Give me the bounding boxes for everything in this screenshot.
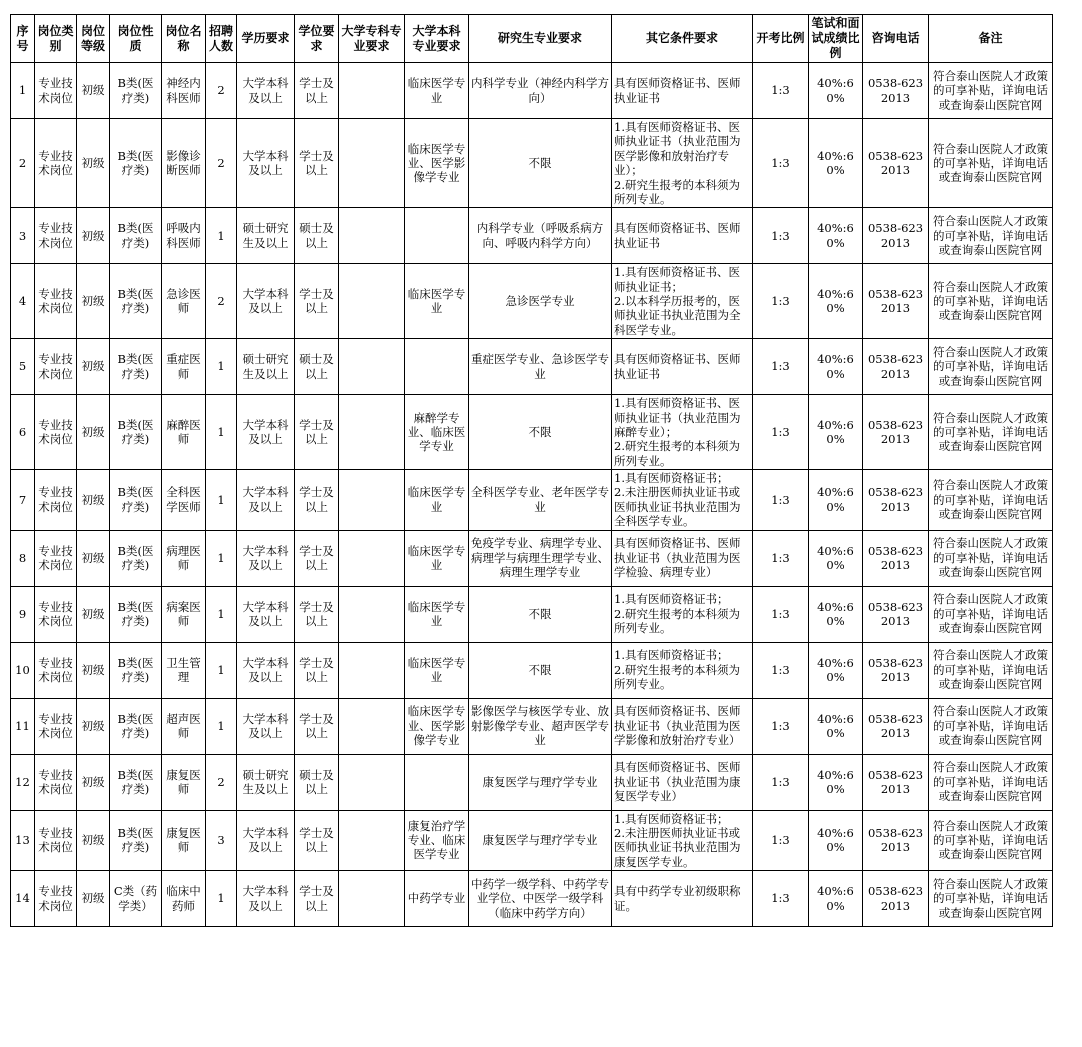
cell-bachelor-major: [405, 208, 469, 264]
cell-phone: 0538-6232013: [863, 810, 929, 871]
cell-degree: 学士及以上: [295, 119, 339, 208]
cell-exam-ratio: 1:3: [753, 642, 809, 698]
cell-category: 专业技术岗位: [35, 586, 77, 642]
cell-seq: 4: [11, 264, 35, 339]
cell-bachelor-major: 临床医学专业: [405, 642, 469, 698]
cell-education: 大学本科及以上: [237, 810, 295, 871]
table-row: [11, 119, 1053, 208]
cell-exam-ratio: 1:3: [753, 63, 809, 119]
cell-college-major: [339, 63, 405, 119]
cell-college-major: [339, 698, 405, 754]
cell-graduate-major: 重症医学专业、急诊医学专业: [469, 339, 612, 395]
cell-degree: 学士及以上: [295, 586, 339, 642]
cell-graduate-major: 康复医学与理疗学专业: [469, 810, 612, 871]
cell-degree: 硕士及以上: [295, 339, 339, 395]
cell-category: 专业技术岗位: [35, 119, 77, 208]
cell-level: 初级: [77, 264, 110, 339]
cell-count: 1: [206, 470, 237, 531]
header-education: 学历要求: [237, 15, 295, 63]
cell-bachelor-major: 临床医学专业、医学影像学专业: [405, 698, 469, 754]
cell-degree: 学士及以上: [295, 530, 339, 586]
cell-bachelor-major: [405, 339, 469, 395]
cell-graduate-major: 影像医学与核医学专业、放射影像学专业、超声医学专业: [469, 698, 612, 754]
cell-education: 大学本科及以上: [237, 698, 295, 754]
cell-nature: B类(医疗类): [110, 395, 162, 470]
header-row: [11, 15, 1053, 63]
cell-score-ratio: 40%:60%: [809, 208, 863, 264]
header-position: 岗位名称: [162, 15, 206, 63]
cell-college-major: [339, 754, 405, 810]
cell-degree: 学士及以上: [295, 470, 339, 531]
cell-count: 2: [206, 63, 237, 119]
cell-graduate-major: 内科学专业（神经内科学方向）: [469, 63, 612, 119]
cell-notes: 符合泰山医院人才政策的可享补贴，详询电话或查询泰山医院官网: [929, 63, 1053, 119]
cell-exam-ratio: 1:3: [753, 871, 809, 927]
cell-phone: 0538-6232013: [863, 754, 929, 810]
cell-exam-ratio: 1:3: [753, 395, 809, 470]
cell-bachelor-major: [405, 754, 469, 810]
cell-college-major: [339, 530, 405, 586]
table-row: [11, 470, 1053, 531]
cell-bachelor-major: 麻醉学专业、临床医学专业: [405, 395, 469, 470]
cell-position: 呼吸内科医师: [162, 208, 206, 264]
cell-graduate-major: 中药学一级学科、中药学专业学位、中医学一级学科（临床中药学方向）: [469, 871, 612, 927]
cell-position: 病案医师: [162, 586, 206, 642]
cell-category: 专业技术岗位: [35, 871, 77, 927]
cell-seq: 5: [11, 339, 35, 395]
cell-level: 初级: [77, 395, 110, 470]
cell-category: 专业技术岗位: [35, 754, 77, 810]
cell-phone: 0538-6232013: [863, 698, 929, 754]
cell-notes: 符合泰山医院人才政策的可享补贴，详询电话或查询泰山医院官网: [929, 264, 1053, 339]
header-notes: 备注: [929, 15, 1053, 63]
table-row: [11, 810, 1053, 871]
cell-degree: 学士及以上: [295, 871, 339, 927]
cell-score-ratio: 40%:60%: [809, 642, 863, 698]
cell-level: 初级: [77, 119, 110, 208]
cell-category: 专业技术岗位: [35, 810, 77, 871]
cell-level: 初级: [77, 586, 110, 642]
cell-degree: 学士及以上: [295, 63, 339, 119]
cell-seq: 2: [11, 119, 35, 208]
cell-score-ratio: 40%:60%: [809, 395, 863, 470]
cell-nature: B类(医疗类): [110, 810, 162, 871]
cell-position: 康复医师: [162, 810, 206, 871]
cell-category: 专业技术岗位: [35, 642, 77, 698]
cell-other-requirements: 具有医师资格证书、医师执业证书: [612, 339, 753, 395]
cell-position: 临床中药师: [162, 871, 206, 927]
cell-score-ratio: 40%:60%: [809, 264, 863, 339]
cell-nature: B类(医疗类): [110, 470, 162, 531]
cell-position: 麻醉医师: [162, 395, 206, 470]
cell-bachelor-major: 临床医学专业: [405, 470, 469, 531]
cell-count: 2: [206, 264, 237, 339]
cell-count: 1: [206, 698, 237, 754]
cell-other-requirements: 具有中药学专业初级职称证。: [612, 871, 753, 927]
cell-level: 初级: [77, 208, 110, 264]
cell-level: 初级: [77, 810, 110, 871]
cell-college-major: [339, 395, 405, 470]
cell-nature: B类(医疗类): [110, 754, 162, 810]
header-degree: 学位要求: [295, 15, 339, 63]
table-row: [11, 208, 1053, 264]
cell-college-major: [339, 586, 405, 642]
header-bachelor-major: 大学本科专业要求: [405, 15, 469, 63]
header-seq: 序号: [11, 15, 35, 63]
cell-other-requirements: 具有医师资格证书、医师执业证书（执业范围为医学检验、病理专业）: [612, 530, 753, 586]
cell-count: 3: [206, 810, 237, 871]
cell-nature: B类(医疗类): [110, 642, 162, 698]
cell-notes: 符合泰山医院人才政策的可享补贴，详询电话或查询泰山医院官网: [929, 810, 1053, 871]
cell-notes: 符合泰山医院人才政策的可享补贴，详询电话或查询泰山医院官网: [929, 339, 1053, 395]
cell-notes: 符合泰山医院人才政策的可享补贴，详询电话或查询泰山医院官网: [929, 119, 1053, 208]
cell-score-ratio: 40%:60%: [809, 698, 863, 754]
cell-college-major: [339, 264, 405, 339]
cell-notes: 符合泰山医院人才政策的可享补贴，详询电话或查询泰山医院官网: [929, 642, 1053, 698]
cell-notes: 符合泰山医院人才政策的可享补贴，详询电话或查询泰山医院官网: [929, 470, 1053, 531]
cell-phone: 0538-6232013: [863, 530, 929, 586]
cell-nature: B类(医疗类): [110, 698, 162, 754]
cell-category: 专业技术岗位: [35, 63, 77, 119]
cell-count: 1: [206, 642, 237, 698]
header-count: 招聘人数: [206, 15, 237, 63]
cell-phone: 0538-6232013: [863, 119, 929, 208]
cell-education: 大学本科及以上: [237, 63, 295, 119]
cell-category: 专业技术岗位: [35, 339, 77, 395]
table-row: [11, 586, 1053, 642]
cell-exam-ratio: 1:3: [753, 119, 809, 208]
cell-seq: 6: [11, 395, 35, 470]
cell-score-ratio: 40%:60%: [809, 810, 863, 871]
cell-graduate-major: 全科医学专业、老年医学专业: [469, 470, 612, 531]
cell-position: 康复医师: [162, 754, 206, 810]
cell-notes: 符合泰山医院人才政策的可享补贴，详询电话或查询泰山医院官网: [929, 530, 1053, 586]
cell-position: 卫生管理: [162, 642, 206, 698]
header-nature: 岗位性质: [110, 15, 162, 63]
cell-score-ratio: 40%:60%: [809, 871, 863, 927]
cell-position: 神经内科医师: [162, 63, 206, 119]
table-row: [11, 871, 1053, 927]
cell-other-requirements: 1.具有医师资格证书； 2.未注册医师执业证书或医师执业证书执业范围为全科医学专业。: [612, 470, 753, 531]
cell-category: 专业技术岗位: [35, 264, 77, 339]
cell-count: 1: [206, 339, 237, 395]
cell-score-ratio: 40%:60%: [809, 119, 863, 208]
cell-seq: 12: [11, 754, 35, 810]
header-category: 岗位类别: [35, 15, 77, 63]
cell-graduate-major: 内科学专业（呼吸系病方向、呼吸内科学方向）: [469, 208, 612, 264]
cell-bachelor-major: 中药学专业: [405, 871, 469, 927]
cell-graduate-major: 康复医学与理疗学专业: [469, 754, 612, 810]
cell-count: 1: [206, 208, 237, 264]
cell-phone: 0538-6232013: [863, 395, 929, 470]
cell-education: 硕士研究生及以上: [237, 754, 295, 810]
table-body: [11, 63, 1053, 927]
cell-bachelor-major: 临床医学专业: [405, 264, 469, 339]
cell-bachelor-major: 康复治疗学专业、临床医学专业: [405, 810, 469, 871]
cell-bachelor-major: 临床医学专业: [405, 63, 469, 119]
cell-position: 影像诊断医师: [162, 119, 206, 208]
cell-category: 专业技术岗位: [35, 530, 77, 586]
cell-exam-ratio: 1:3: [753, 339, 809, 395]
cell-exam-ratio: 1:3: [753, 586, 809, 642]
cell-college-major: [339, 339, 405, 395]
cell-degree: 学士及以上: [295, 698, 339, 754]
header-graduate-major: 研究生专业要求: [469, 15, 612, 63]
cell-seq: 14: [11, 871, 35, 927]
cell-graduate-major: 急诊医学专业: [469, 264, 612, 339]
table-row: [11, 395, 1053, 470]
header-exam-ratio: 开考比例: [753, 15, 809, 63]
cell-nature: C类（药学类）: [110, 871, 162, 927]
cell-level: 初级: [77, 470, 110, 531]
cell-other-requirements: 具有医师资格证书、医师执业证书: [612, 63, 753, 119]
cell-education: 大学本科及以上: [237, 586, 295, 642]
cell-nature: B类(医疗类): [110, 63, 162, 119]
cell-college-major: [339, 642, 405, 698]
cell-degree: 硕士及以上: [295, 208, 339, 264]
cell-category: 专业技术岗位: [35, 208, 77, 264]
cell-education: 大学本科及以上: [237, 871, 295, 927]
cell-phone: 0538-6232013: [863, 470, 929, 531]
cell-graduate-major: 不限: [469, 586, 612, 642]
cell-nature: B类(医疗类): [110, 119, 162, 208]
cell-other-requirements: 具有医师资格证书、医师执业证书: [612, 208, 753, 264]
cell-notes: 符合泰山医院人才政策的可享补贴，详询电话或查询泰山医院官网: [929, 871, 1053, 927]
cell-count: 2: [206, 119, 237, 208]
cell-notes: 符合泰山医院人才政策的可享补贴，详询电话或查询泰山医院官网: [929, 395, 1053, 470]
cell-seq: 11: [11, 698, 35, 754]
cell-exam-ratio: 1:3: [753, 754, 809, 810]
cell-college-major: [339, 208, 405, 264]
cell-phone: 0538-6232013: [863, 642, 929, 698]
cell-degree: 学士及以上: [295, 395, 339, 470]
cell-phone: 0538-6232013: [863, 339, 929, 395]
cell-bachelor-major: 临床医学专业: [405, 530, 469, 586]
cell-phone: 0538-6232013: [863, 586, 929, 642]
cell-other-requirements: 1.具有医师资格证书； 2.研究生报考的本科须为所列专业。: [612, 642, 753, 698]
cell-exam-ratio: 1:3: [753, 208, 809, 264]
cell-degree: 硕士及以上: [295, 754, 339, 810]
cell-position: 重症医师: [162, 339, 206, 395]
table-row: [11, 698, 1053, 754]
cell-college-major: [339, 470, 405, 531]
cell-seq: 9: [11, 586, 35, 642]
cell-graduate-major: 免疫学专业、病理学专业、病理学与病理生理学专业、病理生理学专业: [469, 530, 612, 586]
table-row: [11, 339, 1053, 395]
cell-count: 1: [206, 530, 237, 586]
cell-category: 专业技术岗位: [35, 470, 77, 531]
cell-graduate-major: 不限: [469, 119, 612, 208]
cell-other-requirements: 1.具有医师资格证书； 2.未注册医师执业证书或医师执业证书执业范围为康复医学专业。: [612, 810, 753, 871]
cell-education: 大学本科及以上: [237, 264, 295, 339]
cell-graduate-major: 不限: [469, 642, 612, 698]
cell-college-major: [339, 871, 405, 927]
cell-other-requirements: 1.具有医师资格证书、医师执业证书（执业范围为医学影像和放射治疗专业）； 2.研究生报考的本科须为所列专业。: [612, 119, 753, 208]
cell-degree: 学士及以上: [295, 264, 339, 339]
cell-score-ratio: 40%:60%: [809, 470, 863, 531]
cell-nature: B类(医疗类): [110, 530, 162, 586]
cell-phone: 0538-6232013: [863, 264, 929, 339]
cell-bachelor-major: 临床医学专业: [405, 586, 469, 642]
cell-bachelor-major: 临床医学专业、医学影像学专业: [405, 119, 469, 208]
cell-level: 初级: [77, 698, 110, 754]
cell-other-requirements: 1.具有医师资格证书、医师执业证书； 2.以本科学历报考的，医师执业证书执业范围为全科医学专业。: [612, 264, 753, 339]
cell-exam-ratio: 1:3: [753, 264, 809, 339]
cell-seq: 1: [11, 63, 35, 119]
cell-score-ratio: 40%:60%: [809, 754, 863, 810]
cell-phone: 0538-6232013: [863, 871, 929, 927]
cell-category: 专业技术岗位: [35, 698, 77, 754]
table-row: [11, 264, 1053, 339]
cell-seq: 8: [11, 530, 35, 586]
cell-score-ratio: 40%:60%: [809, 339, 863, 395]
header-phone: 咨询电话: [863, 15, 929, 63]
cell-count: 2: [206, 754, 237, 810]
header-level: 岗位等级: [77, 15, 110, 63]
cell-level: 初级: [77, 754, 110, 810]
cell-notes: 符合泰山医院人才政策的可享补贴，详询电话或查询泰山医院官网: [929, 754, 1053, 810]
cell-other-requirements: 1.具有医师资格证书； 2.研究生报考的本科须为所列专业。: [612, 586, 753, 642]
cell-level: 初级: [77, 339, 110, 395]
cell-other-requirements: 具有医师资格证书、医师执业证书（执业范围为医学影像和放射治疗专业）: [612, 698, 753, 754]
cell-position: 病理医师: [162, 530, 206, 586]
cell-count: 1: [206, 871, 237, 927]
cell-other-requirements: 具有医师资格证书、医师执业证书（执业范围为康复医学专业）: [612, 754, 753, 810]
cell-level: 初级: [77, 871, 110, 927]
header-other-requirements: 其它条件要求: [612, 15, 753, 63]
cell-education: 硕士研究生及以上: [237, 339, 295, 395]
cell-education: 硕士研究生及以上: [237, 208, 295, 264]
cell-nature: B类(医疗类): [110, 264, 162, 339]
cell-score-ratio: 40%:60%: [809, 530, 863, 586]
table-row: [11, 530, 1053, 586]
cell-seq: 7: [11, 470, 35, 531]
cell-count: 1: [206, 395, 237, 470]
cell-notes: 符合泰山医院人才政策的可享补贴，详询电话或查询泰山医院官网: [929, 698, 1053, 754]
cell-degree: 学士及以上: [295, 810, 339, 871]
header-score-ratio: 笔试和面试成绩比例: [809, 15, 863, 63]
table-row: [11, 754, 1053, 810]
cell-nature: B类(医疗类): [110, 586, 162, 642]
cell-notes: 符合泰山医院人才政策的可享补贴，详询电话或查询泰山医院官网: [929, 586, 1053, 642]
cell-seq: 13: [11, 810, 35, 871]
recruitment-table: [10, 14, 1053, 927]
cell-phone: 0538-6232013: [863, 208, 929, 264]
cell-score-ratio: 40%:60%: [809, 63, 863, 119]
cell-graduate-major: 不限: [469, 395, 612, 470]
cell-education: 大学本科及以上: [237, 119, 295, 208]
cell-count: 1: [206, 586, 237, 642]
cell-level: 初级: [77, 63, 110, 119]
cell-seq: 10: [11, 642, 35, 698]
cell-other-requirements: 1.具有医师资格证书、医师执业证书（执业范围为麻醉专业）； 2.研究生报考的本科须为所列专业。: [612, 395, 753, 470]
cell-education: 大学本科及以上: [237, 470, 295, 531]
table-row: [11, 63, 1053, 119]
cell-exam-ratio: 1:3: [753, 530, 809, 586]
cell-notes: 符合泰山医院人才政策的可享补贴，详询电话或查询泰山医院官网: [929, 208, 1053, 264]
table-row: [11, 642, 1053, 698]
cell-exam-ratio: 1:3: [753, 810, 809, 871]
cell-exam-ratio: 1:3: [753, 470, 809, 531]
cell-education: 大学本科及以上: [237, 395, 295, 470]
cell-level: 初级: [77, 530, 110, 586]
cell-nature: B类(医疗类): [110, 339, 162, 395]
cell-seq: 3: [11, 208, 35, 264]
cell-exam-ratio: 1:3: [753, 698, 809, 754]
cell-category: 专业技术岗位: [35, 395, 77, 470]
cell-position: 超声医师: [162, 698, 206, 754]
cell-phone: 0538-6232013: [863, 63, 929, 119]
cell-education: 大学本科及以上: [237, 530, 295, 586]
cell-position: 全科医学医师: [162, 470, 206, 531]
cell-degree: 学士及以上: [295, 642, 339, 698]
cell-score-ratio: 40%:60%: [809, 586, 863, 642]
header-college-major: 大学专科专业要求: [339, 15, 405, 63]
cell-college-major: [339, 810, 405, 871]
cell-level: 初级: [77, 642, 110, 698]
cell-position: 急诊医师: [162, 264, 206, 339]
cell-nature: B类(医疗类): [110, 208, 162, 264]
cell-education: 大学本科及以上: [237, 642, 295, 698]
cell-college-major: [339, 119, 405, 208]
